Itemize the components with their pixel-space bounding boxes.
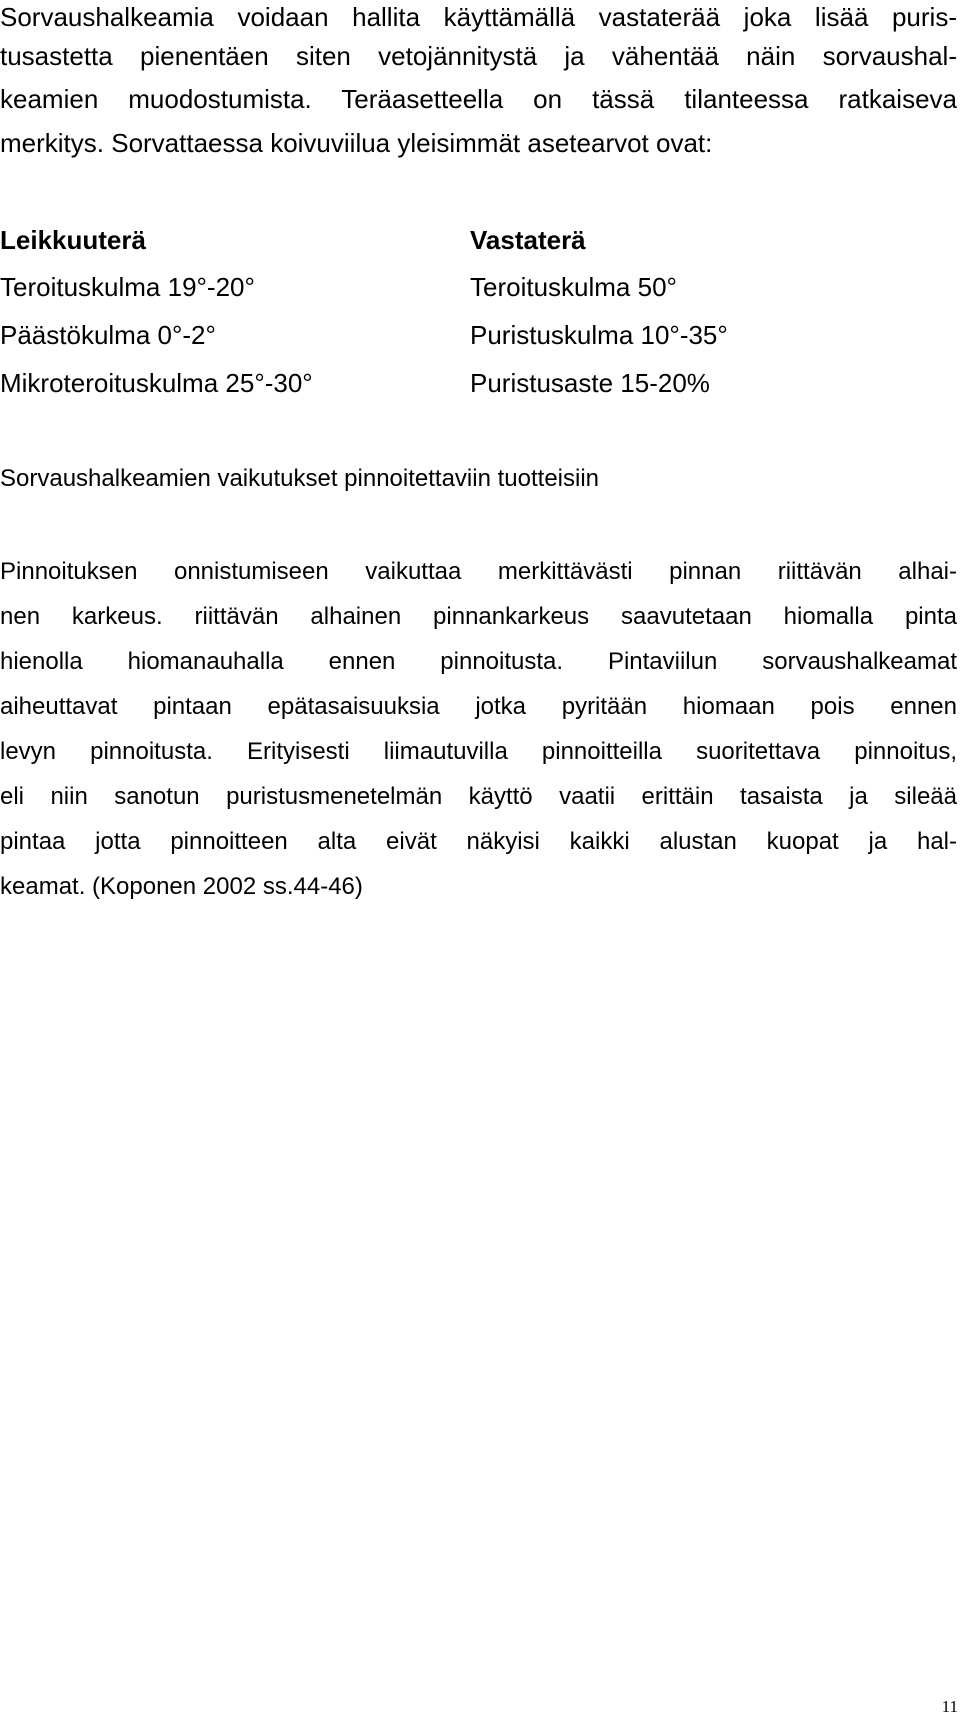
page-number: 11 [941, 1697, 958, 1716]
body-line-2: nen karkeus. riittävän alhainen pinnankarkeus saavutetaan hiomalla pinta [0, 603, 957, 630]
intro-line-3: keamien muodostumista. Teräasetteella on tässä tilanteessa ratkaiseva [0, 84, 957, 114]
body-line-8: keamat. (Koponen 2002 ss.44-46) [0, 873, 363, 900]
counter-blade-setting: Puristuskulma 10°-35° [470, 320, 728, 350]
section-heading: Sorvaushalkeamien vaikutukset pinnoitettaviin tuotteisiin [0, 465, 600, 492]
counter-blade-heading: Vastaterä [470, 225, 586, 255]
cutting-blade-heading: Leikkuuterä [0, 225, 146, 255]
body-line-4: aiheuttavat pintaan epätasaisuuksia jotka pyritään hiomaan pois ennen [0, 693, 957, 720]
cutting-blade-setting: Mikroteroituskulma 25°-30° [0, 368, 313, 398]
intro-line-2: tusastetta pienentäen siten vetojännitystä ja vähentää näin sorvaushal- [0, 41, 957, 71]
intro-line-1: Sorvaushalkeamia voidaan hallita käyttämällä vastaterää joka lisää puris- [0, 2, 957, 32]
intro-line-4: merkitys. Sorvattaessa koivuviilua yleisimmät asetearvot ovat: [0, 128, 713, 158]
cutting-blade-setting: Teroituskulma 19°-20° [0, 272, 255, 302]
body-line-1: Pinnoituksen onnistumiseen vaikuttaa merkittävästi pinnan riittävän alhai- [0, 558, 957, 585]
body-line-6: eli niin sanotun puristusmenetelmän käyttö vaatii erittäin tasaista ja sileää [0, 783, 957, 810]
body-line-7: pintaa jotta pinnoitteen alta eivät näkyisi kaikki alustan kuopat ja hal- [0, 828, 957, 855]
counter-blade-setting: Teroituskulma 50° [470, 272, 677, 302]
body-line-5: levyn pinnoitusta. Erityisesti liimautuvilla pinnoitteilla suoritettava pinnoitus, [0, 738, 957, 765]
counter-blade-setting: Puristusaste 15-20% [470, 368, 710, 398]
body-line-3: hienolla hiomanauhalla ennen pinnoitusta. Pintaviilun sorvaushalkeamat [0, 648, 957, 675]
cutting-blade-setting: Päästökulma 0°-2° [0, 320, 216, 350]
